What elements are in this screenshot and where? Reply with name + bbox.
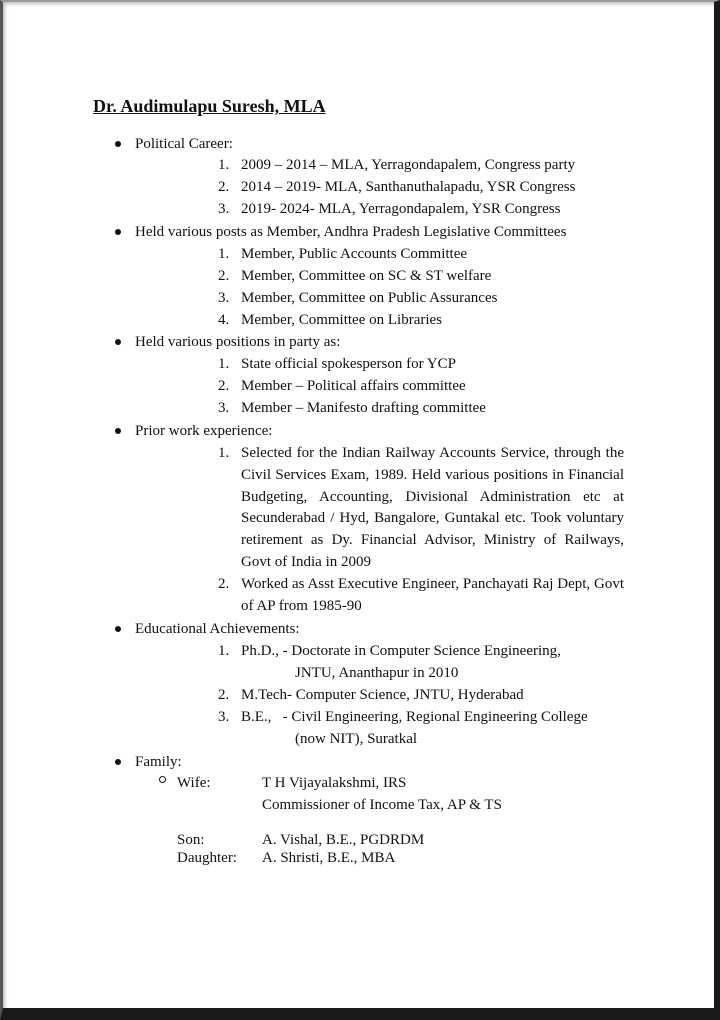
section-heading: Educational Achievements: — [135, 621, 300, 637]
bullet-icon — [115, 428, 121, 434]
section-heading: Prior work experience: — [135, 423, 273, 439]
item-text: 2019- 2024- MLA, Yerragondapalem, YSR Congress — [241, 201, 561, 217]
item-number: 2. — [218, 268, 230, 284]
section-heading: Held various positions in party as: — [135, 334, 341, 350]
bullet-icon — [115, 141, 121, 147]
item-number: 2. — [218, 576, 230, 592]
section-heading: Political Career: — [135, 136, 233, 152]
item-number: 1. — [218, 246, 230, 262]
page-title: Dr. Audimulapu Suresh, MLA — [93, 96, 326, 116]
bullet-icon — [115, 339, 121, 345]
item-text: B.E., - Civil Engineering, Regional Engineering College — [241, 709, 588, 725]
item-number: 1. — [218, 356, 230, 372]
item-number: 3. — [218, 709, 230, 725]
item-number: 1. — [218, 445, 230, 461]
item-text: 2009 – 2014 – MLA, Yerragondapalem, Congress party — [241, 157, 576, 173]
item-text: Worked as Asst Executive Engineer, Panchayati Raj Dept, Govt of AP from 1985-90 — [241, 576, 624, 614]
item-number: 2. — [218, 179, 230, 195]
item-text: Member, Committee on Libraries — [241, 312, 443, 328]
item-number: 3. — [218, 290, 230, 306]
wife-name: T H Vijayalakshmi, IRS — [262, 775, 407, 791]
bullet-icon — [115, 229, 121, 235]
son-label: Son: — [177, 832, 205, 848]
item-text: Member, Committee on SC & ST welfare — [241, 268, 492, 284]
son-value: A. Vishal, B.E., PGDRDM — [262, 832, 425, 848]
item-continuation: (now NIT), Suratkal — [295, 731, 418, 747]
item-number: 2. — [218, 378, 230, 394]
section-heading: Held various posts as Member, Andhra Pradesh Legislative Committees — [135, 224, 567, 240]
wife-title: Commissioner of Income Tax, AP & TS — [262, 797, 502, 813]
item-text: Member – Manifesto drafting committee — [241, 400, 486, 416]
item-number: 4. — [218, 312, 230, 328]
item-continuation: JNTU, Ananthapur in 2010 — [295, 665, 459, 681]
daughter-label: Daughter: — [177, 850, 237, 866]
daughter-value: A. Shristi, B.E., MBA — [262, 850, 396, 866]
item-text: M.Tech- Computer Science, JNTU, Hyderabad — [241, 687, 524, 703]
section-heading: Family: — [135, 754, 182, 770]
item-number: 3. — [218, 201, 230, 217]
item-text: Member – Political affairs committee — [241, 378, 466, 394]
wife-label: Wife: — [177, 775, 211, 791]
item-text: Selected for the Indian Railway Accounts Service, through the Civil Services Exam, 1989. Held various positions in Financial Budgeting, Accounting, Divisional Administration etc at Secunderabad / Hyd, Bangalore, Guntakal etc. Took voluntary retirement as Dy. Financial Advisor, Ministry of Railways, Govt of India in 2009 — [241, 445, 624, 570]
item-text: Member, Committee on Public Assurances — [241, 290, 498, 306]
bullet-icon — [115, 626, 121, 632]
item-number: 3. — [218, 400, 230, 416]
item-number: 2. — [218, 687, 230, 703]
circle-bullet-icon — [159, 776, 166, 783]
item-text: State official spokesperson for YCP — [241, 356, 456, 372]
bullet-icon — [115, 759, 121, 765]
item-text: 2014 – 2019- MLA, Santhanuthalapadu, YSR Congress — [241, 179, 576, 195]
item-text: Member, Public Accounts Committee — [241, 246, 468, 262]
item-text: Ph.D., - Doctorate in Computer Science Engineering, — [241, 643, 561, 659]
item-number: 1. — [218, 643, 230, 659]
item-number: 1. — [218, 157, 230, 173]
